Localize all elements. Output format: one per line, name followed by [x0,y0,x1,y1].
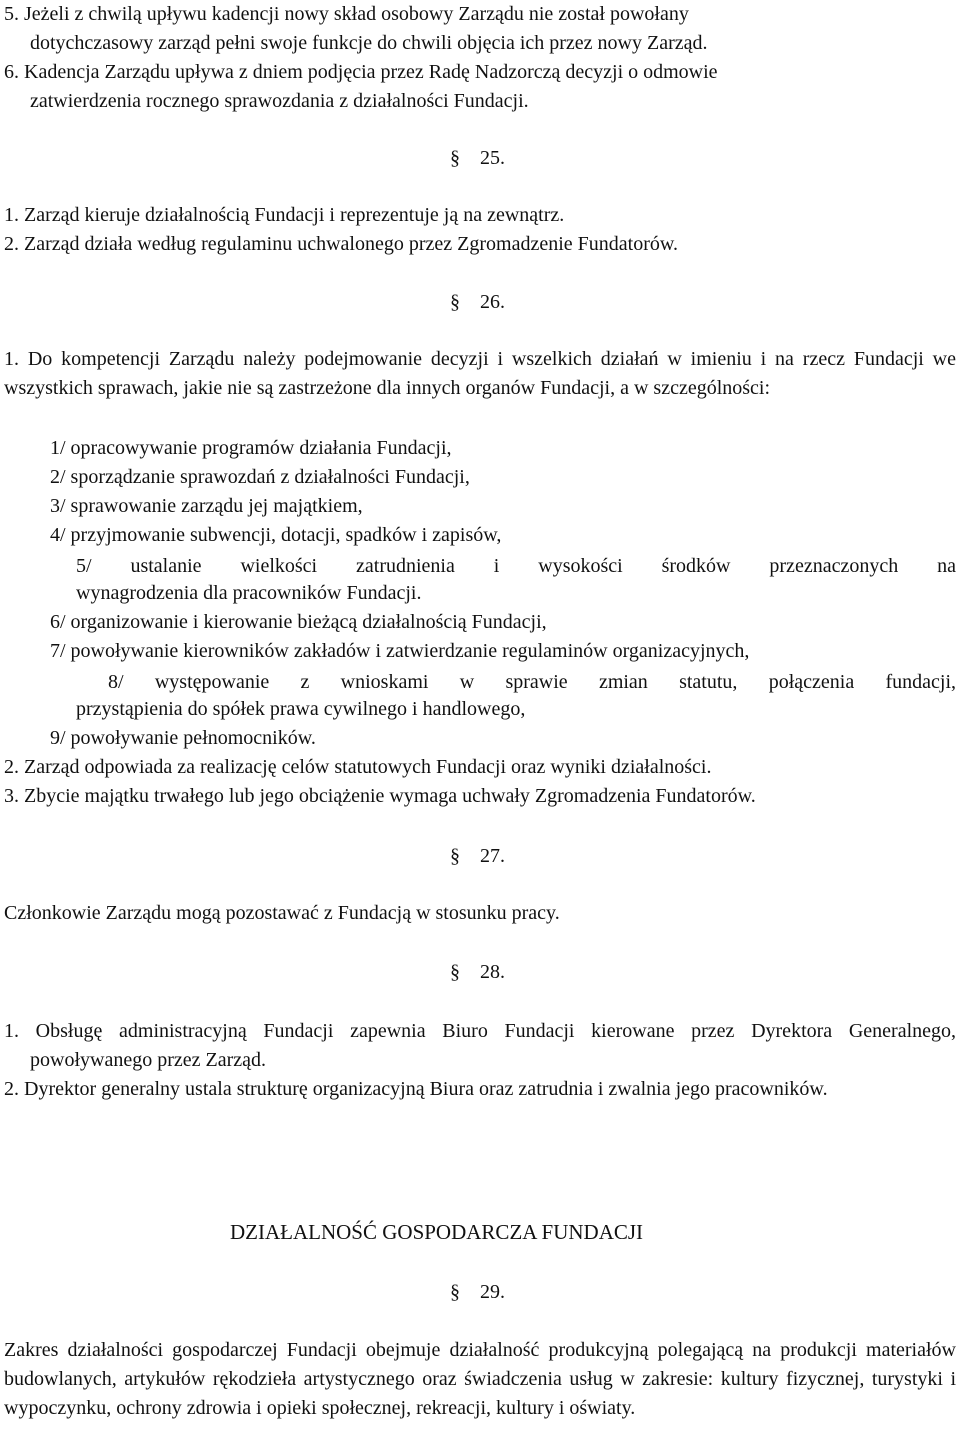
section-symbol: § [450,961,460,983]
paragraph-5-line-1: 5. Jeżeli z chwilą upływu kadencji nowy skład osobowy Zarządu nie został powołany [4,3,689,25]
list-item-8-line-2: przystąpienia do spółek prawa cywilnego i handlowego, [76,698,526,720]
section-symbol: § [450,845,460,867]
list-item-5-line-2: wynagrodzenia dla pracowników Fundacji. [76,582,422,604]
list-item-9: 9/ powoływanie pełnomocników. [50,727,316,749]
list-item-6: 6/ organizowanie i kierowanie bieżącą działalnością Fundacji, [50,611,547,633]
list-item-5-line-1: 5/ ustalanie wielkości zatrudnienia i wysokości środków przeznaczonych na [76,555,956,577]
list-item-4: 4/ przyjmowanie subwencji, dotacji, spadków i zapisów, [50,524,502,546]
section-27-text: Członkowie Zarządu mogą pozostawać z Fundacją w stosunku pracy. [4,902,560,924]
section-26-heading [450,289,505,315]
section-29-heading [450,1279,505,1305]
section-26-point-2: 2. Zarząd odpowiada za realizację celów statutowych Fundacji oraz wyniki działalności. [4,756,712,778]
section-25-heading [450,145,505,171]
chapter-heading: DZIAŁALNOŚĆ GOSPODARCZA FUNDACJI [230,1220,644,1244]
section-29-text: Zakres działalności gospodarczej Fundacji obejmuje działalność produkcyjną polegającą na produkcji materiałów budowlanych, artykułów rękodzieła artystycznego oraz świadczenia usług w zakresie: kultury fizycznej, turystyki i wypoczynku, ochrony zdrowia i opieki społecznej, rekreacji, kultury i oświaty. [4,1339,956,1419]
section-25-point-2: 2. Zarząd działa według regulaminu uchwalonego przez Zgromadzenie Fundatorów. [4,233,678,255]
list-item-1: 1/ opracowywanie programów działania Fundacji, [50,437,452,459]
section-symbol: § [450,291,460,313]
section-number: 27. [480,845,505,867]
section-28-point-1: 1. Obsługę administracyjną Fundacji zapewnia Biuro Fundacji kierowane przez Dyrektora Generalnego, powoływanego przez Zarząd. [4,1020,956,1071]
section-symbol: § [450,1281,460,1303]
section-number: 26. [480,291,505,313]
section-symbol: § [450,147,460,169]
list-item-8-line-1: 8/ występowanie z wnioskami w sprawie zmian statutu, połączenia fundacji, [108,671,956,693]
section-27-heading [450,843,505,869]
section-26-point-3: 3. Zbycie majątku trwałego lub jego obciążenie wymaga uchwały Zgromadzenia Fundatorów. [4,785,756,807]
list-item-3: 3/ sprawowanie zarządu jej majątkiem, [50,495,363,517]
section-number: 29. [480,1281,505,1303]
list-item-2: 2/ sporządzanie sprawozdań z działalności Fundacji, [50,466,470,488]
section-number: 25. [480,147,505,169]
list-item-7: 7/ powoływanie kierowników zakładów i zatwierdzanie regulaminów organizacyjnych, [50,640,750,662]
paragraph-6-line-1: 6. Kadencja Zarządu upływa z dniem podjęcia przez Radę Nadzorczą decyzji o odmowie [4,61,718,83]
section-28-point-2: 2. Dyrektor generalny ustala strukturę organizacyjną Biura oraz zatrudnia i zwalnia jego pracowników. [4,1078,828,1100]
section-number: 28. [480,961,505,983]
section-28-heading [450,959,505,985]
section-25-point-1: 1. Zarząd kieruje działalnością Fundacji i reprezentuje ją na zewnątrz. [4,204,565,226]
section-26-point-1: 1. Do kompetencji Zarządu należy podejmowanie decyzji i wszelkich działań w imieniu i na rzecz Fundacji we wszystkich sprawach, jakie nie są zastrzeżone dla innych organów Fundacji, a w szczególności: [4,348,956,399]
paragraph-5-line-2: dotychczasowy zarząd pełni swoje funkcje do chwili objęcia ich przez nowy Zarząd. [30,32,708,54]
paragraph-6-line-2: zatwierdzenia rocznego sprawozdania z działalności Fundacji. [30,90,529,112]
